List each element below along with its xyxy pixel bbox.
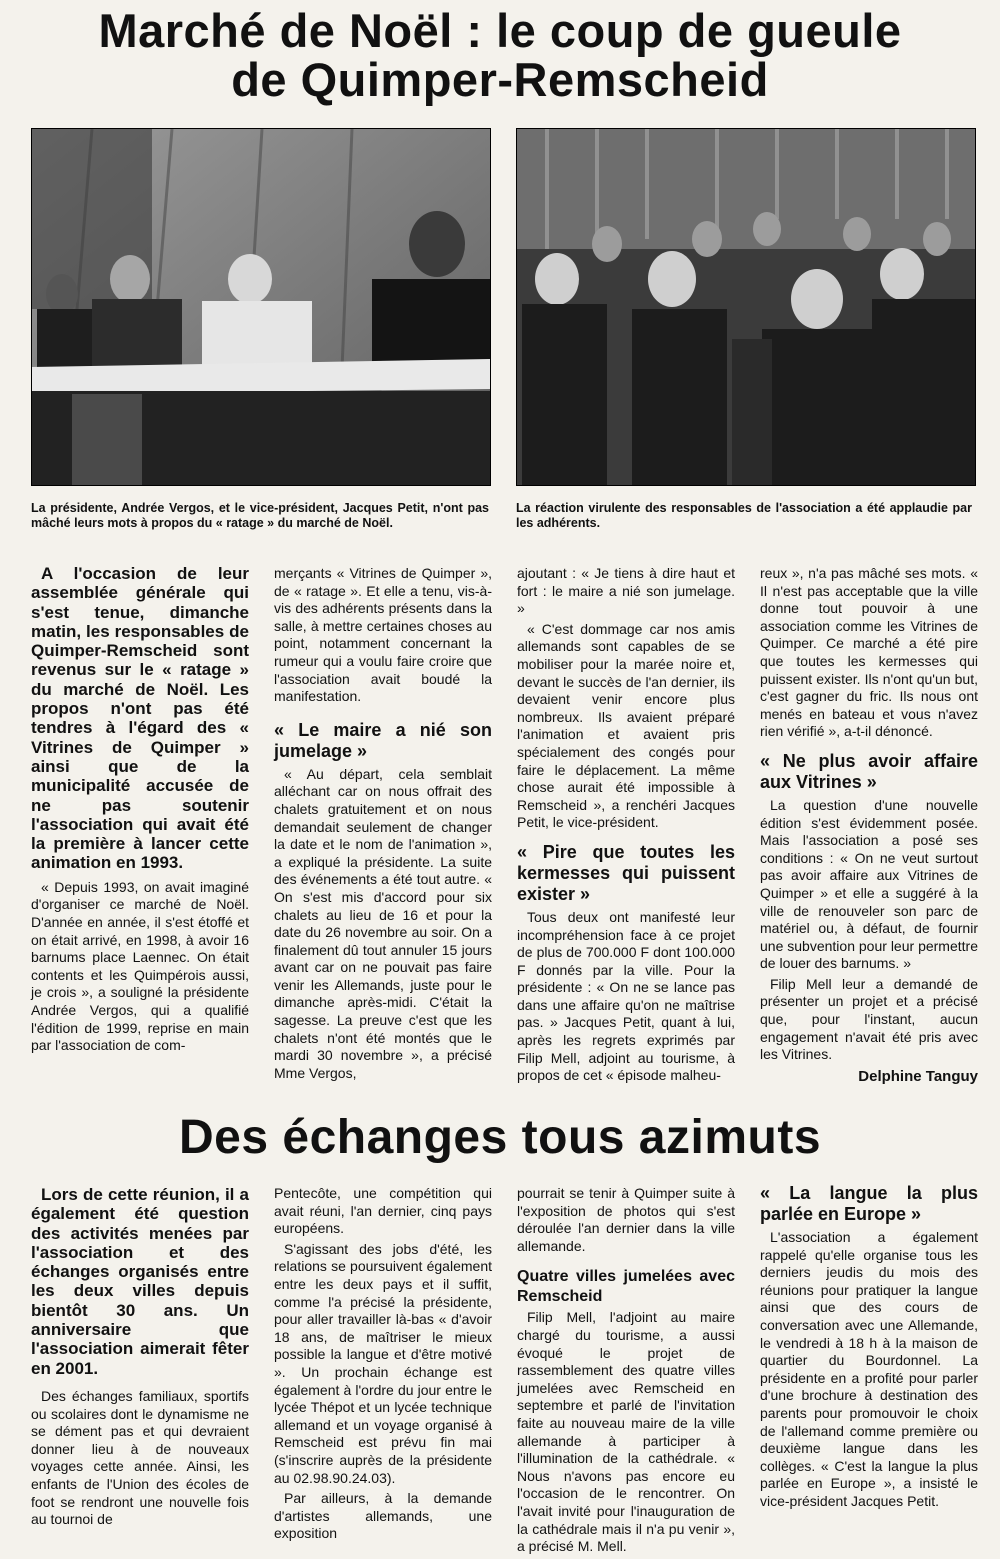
article2-column3 <box>517 1185 735 1559</box>
article1-column1 <box>31 564 249 1058</box>
subheading: « Ne plus avoir affaire aux Vitrines » <box>760 750 978 792</box>
paragraph: pourrait se tenir à Quimper suite à l'exposition de photos qui s'est déroulée l'an dernier dans la ville allemande. <box>517 1185 735 1254</box>
photo-audience <box>516 128 976 486</box>
paragraph: ajoutant : « Je tiens à dire haut et fort : le maire a nié son jumelage. » <box>517 565 735 617</box>
paragraph: Filip Mell, l'adjoint au maire chargé du tourisme, a aussi évoqué le projet de rassemblement des quatre villes jumelées avec Remscheid en septembre et parlé de l'invitation faite au nouveau maire de la ville allemande à participer à l'illumination de la cathédrale. « Nous n'avons pas encore eu l'occasion de le rencontrer. On l'avait invité pour l'inauguration de la cathédrale mais il n'a pu venir », a précisé M. Mell. <box>517 1309 735 1555</box>
subheading: « Le maire a nié son jumelage » <box>274 719 492 761</box>
paragraph: Filip Mell leur a demandé de présenter un projet et a précisé que, pour l'instant, aucun engagement n'avait été pris avec les Vitrines. <box>760 975 978 1063</box>
caption-left: La présidente, Andrée Vergos, et le vice-président, Jacques Petit, n'ont pas mâché leurs mots à propos du « ratage » du marché de Noël. <box>31 501 489 530</box>
paragraph: « C'est dommage car nos amis allemands sont capables de se mobiliser pour la marée noire et, devant le succès de l'an dernier, ils devaient venir encore plus nombreux. Ils avaient préparé l'animation et avaient pris spécialement des congés pour faire le déplacement. La même chose aurait été impossible à Remscheid », a renchéri Jacques Petit, le vice-président. <box>517 620 735 831</box>
article2-column4 <box>760 1183 978 1514</box>
byline: Delphine Tanguy <box>858 1067 978 1085</box>
paragraph: merçants « Vitrines de Quimper », de « ratage ». Et elle a tenu, vis-à-vis des adhérents présents dans la salle, à mettre certaines choses au point, notamment concernant la rumeur qui a voulu faire croire que l'association avait boudé la manifestation. <box>274 565 492 705</box>
photo-panel-table <box>31 128 491 486</box>
article2-col1-text <box>31 1388 249 1529</box>
paragraph: « Au départ, cela semblait alléchant car on nous offrait des chalets gratuitement et on nous demandait seulement de changer la date et le nom de l'animation », a expliqué la présidente. La suite des événements a été tout autre. « On s'est mis d'accord pour six chalets au lieu de 16 et pour la date du 26 novembre au soir. On a finalement dû tout annuler 15 jours avant car on ne pouvait pas faire venir les Allemands, juste pour le dimanche après-midi. C'était la sagesse. La preuve c'est que les chalets n'ont été montés que le mardi 30 novembre », a précisé Mme Vergos, <box>274 765 492 1081</box>
paragraph: Pentecôte, une compétition qui avait réuni, l'an dernier, cinq pays européens. <box>274 1185 492 1237</box>
article1-column4 <box>760 565 978 1085</box>
paragraph: Par ailleurs, à la demande d'artistes allemands, une exposition <box>274 1490 492 1542</box>
paragraph: L'association a également rappelé qu'elle organise tous les derniers jeudis du mois des réunions pour pratiquer la langue ainsi que des cours de conversation avec une Allemande, le vendredi à 18 h à la maison de quartier du Bourdonnel. La présidente en a profité pour parler d'une brochure à destination des parents pour promouvoir le choix de l'allemand comme première ou deuxième langue dans les collèges. « C'est la langue la plus parlée en Europe », a insisté le vice-président Jacques Petit. <box>760 1229 978 1509</box>
paragraph: Tous deux ont manifesté leur incompréhension face à ce projet de plus de 700.000 F dont 100.000 F donnés par la ville. Pour la présidente : « On ne se lance pas dans une affaire qu'on ne maîtrise pas. » Jacques Petit, quant à lui, après les regrets exprimés par Filip Mell, adjoint au tourisme, à propos de cet « épisode malheu- <box>517 908 735 1084</box>
article2-column1 <box>31 1185 249 1532</box>
headline-line1: Marché de Noël : le coup de gueule <box>98 4 902 57</box>
article1-column2 <box>274 565 492 1085</box>
article1-lead: A l'occasion de leur assemblée générale qui s'est tenue, dimanche matin, les responsables de Quimper-Remscheid sont revenus sur le « ratage » du marché de Noël. Les propos n'ont pas été tendres à l'égard des « Vitrines de Quimper » ainsi que de la municipalité accusée de ne pas soutenir l'association qui avait été la première à lancer cette animation en 1993. <box>31 564 249 873</box>
article1-headline <box>0 6 1000 104</box>
article2-lead: Lors de cette réunion, il a également été question des activités menées par l'association et des échanges organisés entre les deux villes depuis bientôt 30 ans. Un anniversaire que l'association aimerait fêter en 2001. <box>31 1185 249 1378</box>
caption-right: La réaction virulente des responsables de l'association a été applaudie par les adhérents. <box>516 501 972 530</box>
article1-column3 <box>517 565 735 1088</box>
article2-headline: Des échanges tous azimuts <box>178 1111 822 1164</box>
paragraph: reux », n'a pas mâché ses mots. « Il n'est pas acceptable que la ville donne tout pouvoir à une association comme les Vitrines de Quimper. Ce marché a été pire que toutes les kermesses qui puissent exister. Ils n'ont qu'un but, c'est gagner du fric. Ils nous ont menés en bateau et vous n'avez rien vérifié », a-t-il dénoncé. <box>760 565 978 740</box>
subheading: « La langue la plus parlée en Europe » <box>760 1183 978 1224</box>
paragraph: S'agissant des jobs d'été, les relations se poursuivent également entre les deux pays et il suffit, comme l'a précisé la présidente, pour aller travailler là-bas « d'avoir 18 ans, de maîtriser le mieux possible la langue et d'être motivé ». Un prochain échange est également à l'ordre du jour entre le lycée Thépot et un lycée technique allemand et un voyage organisé à Remscheid est prévu fin mai (s'inscrire auprès de la présidente au 02.98.90.24.03). <box>274 1240 492 1486</box>
article1-col1-text <box>31 879 249 1055</box>
headline-line2: de Quimper-Remscheid <box>231 53 769 106</box>
paragraph: La question d'une nouvelle édition s'est évidemment posée. Mais l'association a posé ses conditions : « On ne veut surtout pas avoir affaire aux Vitrines de Quimper » et elle a suggéré à la ville de renouveler son parc de matériel ou, à défaut, de fournir une subvention pour leur permettre de louer des barnums. » <box>760 796 978 972</box>
subheading: Quatre villes jumelées avec Remscheid <box>517 1268 735 1306</box>
subheading: « Pire que toutes les kermesses qui puissent exister » <box>517 841 735 904</box>
paragraph: « Depuis 1993, on avait imaginé d'organiser ce marché de Noël. D'année en année, il s'est étoffé et on était arrivé, en 1998, à avoir 16 barnums place Laennec. On était contents et les Quimpérois aussi, je crois », a souligné la présidente Andrée Vergos, qui a qualifié l'édition de 1999, reprise en main par l'association de com- <box>31 878 249 1054</box>
paragraph: Des échanges familiaux, sportifs ou scolaires dont le dynamisme ne se dément pas et qui devraient donner lieu à de nouveaux voyages cette année. Ainsi, les enfants de l'Union des écoles de foot se rendront une nouvelle fois au tournoi de <box>31 1387 249 1528</box>
article2-column2 <box>274 1185 492 1546</box>
